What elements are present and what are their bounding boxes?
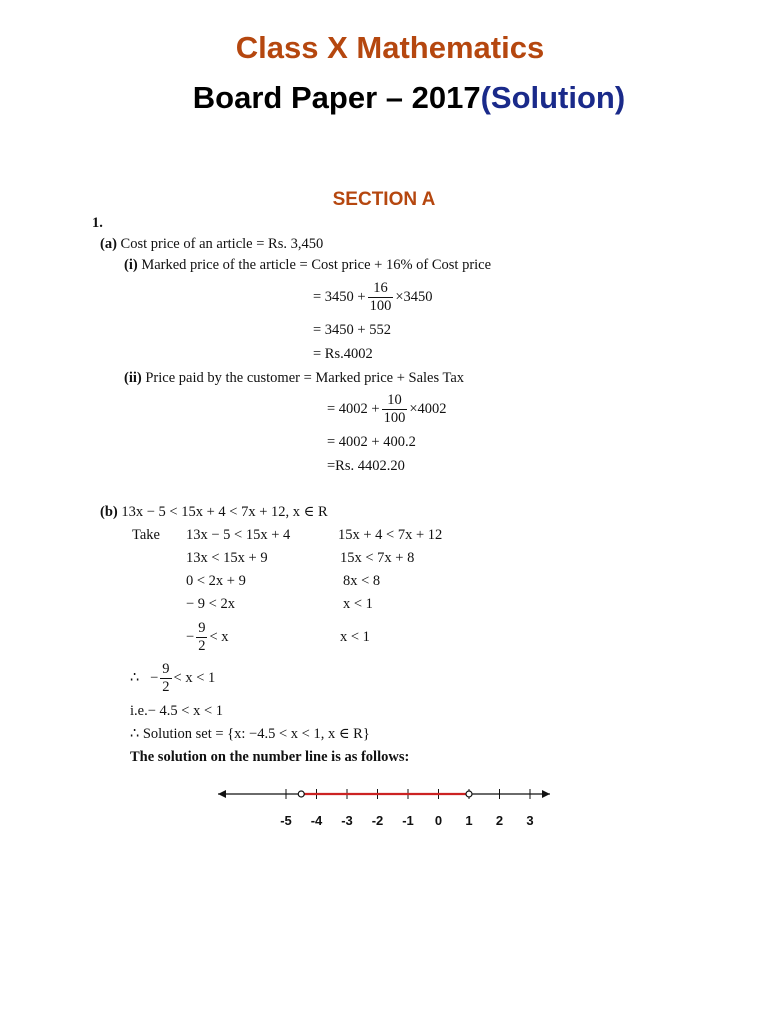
right-arrow-icon (542, 790, 550, 798)
part-ii-label: (ii) (124, 370, 142, 386)
part-a-intro (100, 236, 323, 253)
part-ii-statement (124, 370, 464, 387)
part-ii-step-3: =Rs. 4402.20 (327, 458, 405, 474)
fraction-denominator: 2 (198, 638, 206, 654)
part-b-statement (100, 504, 328, 521)
fraction (196, 620, 207, 655)
part-ii-step-1 (327, 392, 447, 427)
subtitle-main: Board Paper – 2017 (192, 80, 481, 115)
tick-label: 2 (495, 813, 504, 828)
left-step-5 (186, 620, 229, 655)
document-subtitle (0, 80, 768, 116)
tick-label: -2 (371, 813, 384, 828)
tick-label: 1 (465, 813, 473, 828)
tick-label: -5 (280, 813, 292, 828)
fraction-numerator: 9 (198, 620, 206, 636)
left-step-2: 13x < 15x + 9 (186, 550, 268, 566)
part-a-label: (a) (100, 236, 117, 252)
open-circle-right (466, 791, 472, 797)
part-a-text: Cost price of an article = Rs. 3,450 (116, 236, 324, 252)
therefore-symbol: ∴ (130, 726, 140, 742)
left-step-4: − 9 < 2x (186, 596, 235, 612)
therefore-line-1 (130, 661, 215, 696)
number-line-group (218, 789, 550, 828)
number-line-caption: The solution on the number line is as follows: (130, 749, 410, 765)
therefore-symbol: ∴ (130, 669, 140, 686)
part-i-statement (124, 257, 491, 274)
part-ii-text: Price paid by the customer = Marked price + Sales Tax (141, 370, 465, 386)
solution-set-line (130, 726, 370, 743)
step-text: − (186, 628, 195, 645)
right-step-2: 15x < 7x + 8 (340, 550, 415, 566)
tick-label: 0 (434, 813, 443, 828)
step-text: < x (209, 628, 229, 645)
subtitle-solution: (Solution) (480, 80, 626, 115)
step-text: < x < 1 (173, 669, 216, 686)
document-title: Class X Mathematics (235, 30, 545, 65)
tick-label: -4 (310, 813, 323, 828)
fraction-denominator: 2 (162, 679, 170, 695)
solution-set-text: Solution set = {x: −4.5 < x < 1, x ∈ R} (139, 726, 370, 742)
fraction-numerator: 16 (368, 280, 394, 298)
right-step-5: x < 1 (340, 629, 370, 645)
fraction-numerator: 10 (382, 392, 408, 410)
open-circle-left (298, 791, 304, 797)
fraction (160, 661, 171, 696)
part-i-step-3: = Rs.4002 (313, 346, 373, 362)
tick-label: -3 (341, 813, 353, 828)
part-b-text: 13x − 5 < 15x + 4 < 7x + 12, x ∈ R (117, 504, 328, 520)
number-line (200, 782, 570, 836)
right-step-1: 15x + 4 < 7x + 12 (338, 527, 443, 543)
step-text: ×3450 (395, 288, 433, 305)
right-step-3: 8x < 8 (343, 573, 381, 589)
part-i-text: Marked price of the article = Cost price + 16% of Cost price (137, 257, 492, 273)
take-label: Take (132, 527, 160, 543)
step-text: ×4002 (409, 400, 447, 417)
fraction (368, 280, 394, 315)
left-step-3: 0 < 2x + 9 (186, 573, 246, 589)
tick-label: -1 (402, 813, 414, 828)
part-ii-step-2: = 4002 + 400.2 (327, 434, 416, 450)
part-i-label: (i) (124, 257, 138, 273)
tick-label: 3 (526, 813, 534, 828)
question-number: 1. (92, 215, 103, 231)
fraction-denominator: 100 (369, 298, 392, 314)
step-text: = 3450 + (313, 288, 366, 305)
ie-line: i.e.− 4.5 < x < 1 (130, 703, 223, 719)
left-arrow-icon (218, 790, 226, 798)
left-step-1: 13x − 5 < 15x + 4 (186, 527, 291, 543)
part-b-label: (b) (100, 504, 118, 520)
fraction-denominator: 100 (383, 410, 406, 426)
fraction (382, 392, 408, 427)
section-heading: SECTION A (332, 189, 436, 210)
part-i-step-1 (313, 280, 433, 315)
part-i-step-2: = 3450 + 552 (313, 322, 391, 338)
step-text: = 4002 + (327, 400, 380, 417)
step-text: − (150, 669, 159, 686)
fraction-numerator: 9 (162, 661, 170, 677)
right-step-4: x < 1 (343, 596, 373, 612)
